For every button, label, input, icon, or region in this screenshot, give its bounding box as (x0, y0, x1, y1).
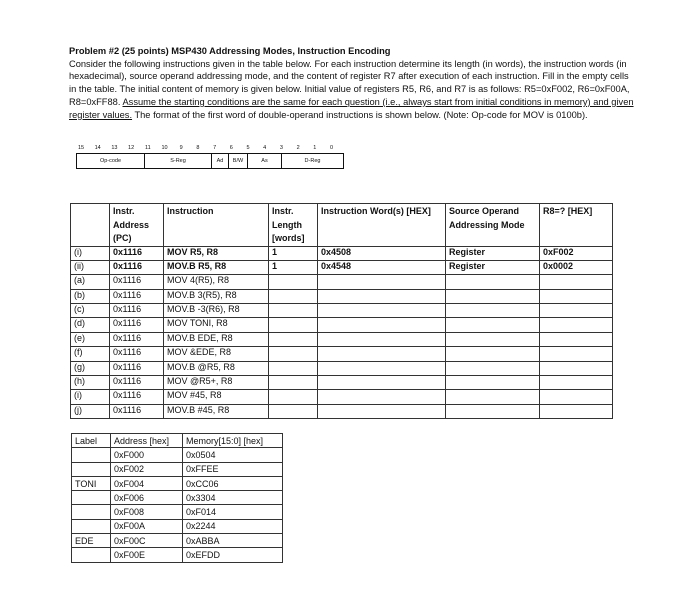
row-label: (e) (71, 332, 110, 346)
row-mode (446, 347, 540, 361)
row-length (269, 376, 318, 390)
row-address: 0x1116 (110, 332, 164, 346)
mem-address: 0xF00C (111, 534, 183, 548)
header-words: Instruction Word(s) [HEX] (318, 204, 446, 247)
memory-header-row (72, 434, 283, 448)
row-length (269, 318, 318, 332)
table-row (71, 246, 613, 260)
bit-number: 2 (296, 145, 300, 151)
mem-label: EDE (72, 534, 111, 548)
row-instruction: MOV 4(R5), R8 (164, 275, 269, 289)
instruction-format-diagram (76, 145, 346, 175)
row-label: (b) (71, 289, 110, 303)
memory-row (72, 476, 283, 490)
table-row (71, 260, 613, 274)
paragraph-end: The format of the first word of double-operand instructions is shown below. (Note: Op-code for MOV is 0100b). (132, 109, 588, 120)
mem-label (72, 519, 111, 533)
row-mode (446, 289, 540, 303)
mem-address: 0xF006 (111, 491, 183, 505)
row-instruction: MOV &EDE, R8 (164, 347, 269, 361)
bit-number: 11 (144, 145, 151, 151)
bit-number: 7 (213, 145, 217, 151)
table-body (71, 246, 613, 419)
bit-numbers (76, 145, 346, 153)
header-instruction: Instruction (164, 204, 269, 247)
row-label: (g) (71, 361, 110, 375)
row-mode (446, 332, 540, 346)
row-mode (446, 275, 540, 289)
field-as: As (247, 154, 281, 168)
problem-paragraph (69, 58, 635, 122)
bit-number: 15 (77, 145, 85, 151)
row-label: (d) (71, 318, 110, 332)
row-instruction: MOV.B 3(R5), R8 (164, 289, 269, 303)
format-fields (76, 153, 344, 169)
row-instruction: MOV.B -3(R6), R8 (164, 304, 269, 318)
mem-value: 0xF014 (183, 505, 283, 519)
bit-number: 6 (229, 145, 233, 151)
table-header-row (71, 204, 613, 247)
problem-title: Problem #2 (25 points) MSP430 Addressing Modes, Instruction Encoding (69, 46, 391, 56)
paragraph-underlined: Assume the starting conditions are the same for each question (i.e., always start from initial conditions in memory) and given register values. (69, 96, 634, 120)
field-bw: B/W (228, 154, 247, 168)
table-row (71, 361, 613, 375)
bit-number: 3 (279, 145, 283, 151)
mem-value: 0xFFEE (183, 462, 283, 476)
mem-address: 0xF00E (111, 548, 183, 562)
row-instruction: MOV.B #45, R8 (164, 404, 269, 418)
bit-number: 8 (196, 145, 200, 151)
row-r8 (540, 361, 613, 375)
row-label: (i) (71, 390, 110, 404)
row-instruction: MOV.B R5, R8 (164, 260, 269, 274)
row-address: 0x1116 (110, 390, 164, 404)
header-r8: R8=? [HEX] (540, 204, 613, 247)
mem-value: 0xEFDD (183, 548, 283, 562)
row-label: (ii) (71, 260, 110, 274)
field-ad: Ad (211, 154, 228, 168)
mem-value: 0x2244 (183, 519, 283, 533)
row-words (318, 332, 446, 346)
mem-address: 0xF008 (111, 505, 183, 519)
memory-row (72, 462, 283, 476)
bit-number: 4 (263, 145, 267, 151)
header-address: Instr. Address (PC) (110, 204, 164, 247)
table-row (71, 390, 613, 404)
field-opcode: Op-code (99, 158, 122, 164)
row-mode: Register (446, 260, 540, 274)
mem-header-label: Label (72, 434, 111, 448)
row-mode (446, 390, 540, 404)
header-mode: Source Operand Addressing Mode (446, 204, 540, 247)
row-length (269, 390, 318, 404)
row-words: 0x4508 (318, 246, 446, 260)
row-r8 (540, 347, 613, 361)
mem-label: TONI (72, 476, 111, 490)
memory-row (72, 534, 283, 548)
row-r8 (540, 376, 613, 390)
mem-label (72, 448, 111, 462)
row-r8: 0xF002 (540, 246, 613, 260)
bit-number: 1 (313, 145, 317, 151)
mem-label (72, 462, 111, 476)
mem-value: 0xABBA (183, 534, 283, 548)
row-address: 0x1116 (110, 275, 164, 289)
row-label: (c) (71, 304, 110, 318)
row-words (318, 289, 446, 303)
bit-number: 10 (161, 145, 168, 151)
mem-value: 0xCC06 (183, 476, 283, 490)
row-length (269, 275, 318, 289)
memory-row (72, 448, 283, 462)
row-address: 0x1116 (110, 404, 164, 418)
header-label (71, 204, 110, 247)
row-instruction: MOV R5, R8 (164, 246, 269, 260)
mem-value: 0x0504 (183, 448, 283, 462)
memory-body (72, 448, 283, 562)
row-mode: Register (446, 246, 540, 260)
row-length (269, 289, 318, 303)
row-instruction: MOV @R5+, R8 (164, 376, 269, 390)
mem-label (72, 491, 111, 505)
row-instruction: MOV #45, R8 (164, 390, 269, 404)
row-r8 (540, 390, 613, 404)
row-length (269, 347, 318, 361)
bit-number: 9 (179, 145, 183, 151)
paragraph-start: Consider the following instructions given in the table below. For each instruction determine its length (in words), the instruction words (in hexadecimal), source operand addressing mode, and the content of register R7 after execution of each instruction. Fill in the empty cells in the table. The initial content of memory is given below. Initial value of registers R5, R6, and R7 is as follows: R5=0xF002, R6=0xF00A, R8=0xFF88. (69, 58, 630, 107)
table-row (71, 318, 613, 332)
row-words (318, 347, 446, 361)
row-address: 0x1116 (110, 260, 164, 274)
row-label: (j) (71, 404, 110, 418)
row-label: (h) (71, 376, 110, 390)
mem-address: 0xF000 (111, 448, 183, 462)
instruction-table (70, 203, 613, 419)
row-r8 (540, 275, 613, 289)
row-mode (446, 318, 540, 332)
row-address: 0x1116 (110, 289, 164, 303)
row-address: 0x1116 (110, 304, 164, 318)
memory-row (72, 505, 283, 519)
row-r8 (540, 304, 613, 318)
row-words (318, 304, 446, 318)
row-mode (446, 404, 540, 418)
row-mode (446, 376, 540, 390)
row-address: 0x1116 (110, 246, 164, 260)
table-row (71, 404, 613, 418)
row-length (269, 332, 318, 346)
row-address: 0x1116 (110, 361, 164, 375)
row-length (269, 404, 318, 418)
header-length: Instr. Length [words] (269, 204, 318, 247)
row-label: (f) (71, 347, 110, 361)
bit-number: 14 (94, 145, 101, 151)
row-mode (446, 361, 540, 375)
table-row (71, 275, 613, 289)
row-mode (446, 304, 540, 318)
mem-address: 0xF00A (111, 519, 183, 533)
row-words (318, 275, 446, 289)
bit-number: 13 (111, 145, 118, 151)
row-address: 0x1116 (110, 376, 164, 390)
mem-label (72, 505, 111, 519)
row-label: (a) (71, 275, 110, 289)
bit-number: 0 (329, 145, 334, 151)
row-instruction: MOV.B @R5, R8 (164, 361, 269, 375)
table-row (71, 347, 613, 361)
row-r8 (540, 404, 613, 418)
memory-row (72, 519, 283, 533)
table-row (71, 289, 613, 303)
table-row (71, 376, 613, 390)
bit-number: 5 (246, 145, 250, 151)
row-instruction: MOV TONI, R8 (164, 318, 269, 332)
row-words: 0x4548 (318, 260, 446, 274)
row-label: (i) (71, 246, 110, 260)
table-row (71, 332, 613, 346)
row-words (318, 390, 446, 404)
row-r8 (540, 318, 613, 332)
row-length (269, 304, 318, 318)
bit-number: 12 (128, 145, 135, 151)
mem-header-value: Memory[15:0] [hex] (183, 434, 283, 448)
table-row (71, 304, 613, 318)
row-length: 1 (269, 246, 318, 260)
row-length: 1 (269, 260, 318, 274)
row-r8 (540, 332, 613, 346)
row-words (318, 318, 446, 332)
row-length (269, 361, 318, 375)
memory-row (72, 491, 283, 505)
row-words (318, 376, 446, 390)
mem-value: 0x3304 (183, 491, 283, 505)
field-dreg: D-Reg (281, 154, 343, 168)
memory-row (72, 548, 283, 562)
row-address: 0x1116 (110, 347, 164, 361)
mem-header-address: Address [hex] (111, 434, 183, 448)
mem-address: 0xF004 (111, 476, 183, 490)
row-instruction: MOV.B EDE, R8 (164, 332, 269, 346)
memory-table (71, 433, 283, 563)
row-r8 (540, 289, 613, 303)
problem-text (69, 45, 635, 121)
mem-address: 0xF002 (111, 462, 183, 476)
mem-label (72, 548, 111, 562)
row-words (318, 404, 446, 418)
field-sreg: S-Reg (144, 154, 211, 168)
row-words (318, 361, 446, 375)
row-r8: 0x0002 (540, 260, 613, 274)
row-address: 0x1116 (110, 318, 164, 332)
